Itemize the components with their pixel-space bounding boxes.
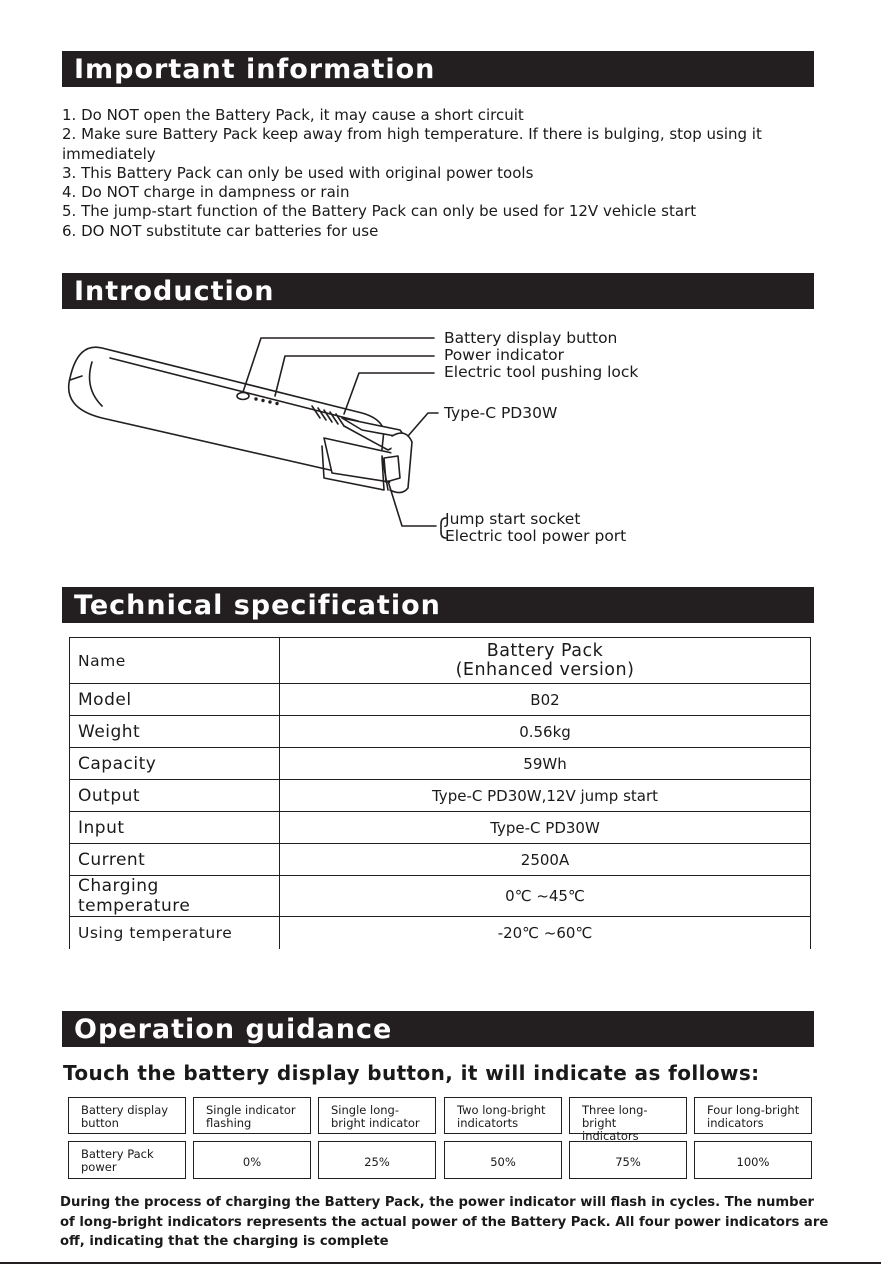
battery-pack-illustration: [62, 318, 682, 558]
indicator-state-cell: Four long-bright indicators: [694, 1097, 812, 1134]
power-value-cell: 25%: [318, 1141, 436, 1179]
table-row: [70, 684, 811, 716]
callout-electric-tool-power-port: Electric tool power port: [445, 527, 627, 545]
charging-note: During the process of charging the Battery Pack, the power indicator will flash in cycles. The number of long-bright indicators represents the actual power of the Battery Pack. All four power indicators are off, indicating that the charging is complete: [60, 1195, 829, 1249]
spec-key: Capacity: [70, 748, 280, 780]
callout-electric-tool-pushing-lock: Electric tool pushing lock: [444, 363, 639, 381]
spec-value: 0.56kg: [280, 716, 811, 748]
list-item: 5. The jump-start function of the Battery Pack can only be used for 12V vehicle start: [62, 202, 697, 221]
table-row: [70, 748, 811, 780]
table-row: [70, 917, 811, 949]
indicator-state-cell: Single long-bright indicator: [318, 1097, 436, 1134]
operation-guidance-heading: Operation guidance: [62, 1011, 814, 1047]
power-label-cell: Battery Pack power: [68, 1141, 186, 1179]
spec-value: -20℃ ~60℃: [280, 917, 811, 949]
list-item: 1. Do NOT open the Battery Pack, it may cause a short circuit: [62, 106, 524, 124]
table-row: [70, 876, 811, 917]
important-information-heading: Important information: [62, 51, 814, 87]
table-row: [70, 812, 811, 844]
spec-value-line: (Enhanced version): [455, 659, 635, 680]
spec-value: B02: [280, 684, 811, 716]
battery-pack-diagram: [62, 318, 682, 558]
operation-subheading: Touch the battery display button, it will indicate as follows:: [63, 1061, 760, 1085]
list-item: 4. Do NOT charge in dampness or rain: [62, 183, 350, 202]
table-row: [70, 844, 811, 876]
indicator-state-cell: Three long-bright indicators: [569, 1097, 687, 1134]
important-information-list: [62, 106, 822, 241]
spec-key: Current: [70, 844, 280, 876]
spec-key: Name: [70, 638, 280, 684]
spec-value: 0℃ ~45℃: [280, 876, 811, 917]
power-value-cell: 75%: [569, 1141, 687, 1179]
spec-value-line: Battery Pack: [486, 640, 604, 661]
list-item: 2. Make sure Battery Pack keep away from high temperature. If there is bulging, stop using it immediately: [62, 125, 762, 163]
introduction-heading: Introduction: [62, 273, 814, 309]
table-row: [70, 780, 811, 812]
indicator-state-cell: Two long-bright indicatorts: [444, 1097, 562, 1134]
specification-table: [69, 637, 811, 949]
callout-battery-display-button: Battery display button: [444, 329, 618, 347]
spec-value: 59Wh: [280, 748, 811, 780]
callout-power-indicator: Power indicator: [444, 346, 565, 364]
table-row: [70, 716, 811, 748]
power-value-cell: 0%: [193, 1141, 311, 1179]
power-value-cell: 50%: [444, 1141, 562, 1179]
list-item: 6. DO NOT substitute car batteries for use: [62, 221, 379, 240]
list-item: 3. This Battery Pack can only be used with original power tools: [62, 163, 534, 182]
spec-key: Using temperature: [70, 917, 280, 949]
spec-value: Type-C PD30W,12V jump start: [280, 780, 811, 812]
spec-key: Weight: [70, 716, 280, 748]
spec-key: Output: [70, 780, 280, 812]
spec-key: Charging temperature: [70, 876, 280, 917]
indicator-label-cell: Battery display button: [68, 1097, 186, 1134]
technical-specification-heading: Technical specification: [62, 587, 814, 623]
indicator-state-cell: Single indicator flashing: [193, 1097, 311, 1134]
spec-key: Input: [70, 812, 280, 844]
callout-type-c-port: Type-C PD30W: [444, 404, 558, 422]
spec-value: [280, 638, 811, 684]
spec-key: Model: [70, 684, 280, 716]
spec-value: Type-C PD30W: [280, 812, 811, 844]
table-row: [70, 638, 811, 684]
power-value-cell: 100%: [694, 1141, 812, 1179]
callout-jump-start-socket: Jump start socket: [445, 510, 581, 528]
spec-value: 2500A: [280, 844, 811, 876]
